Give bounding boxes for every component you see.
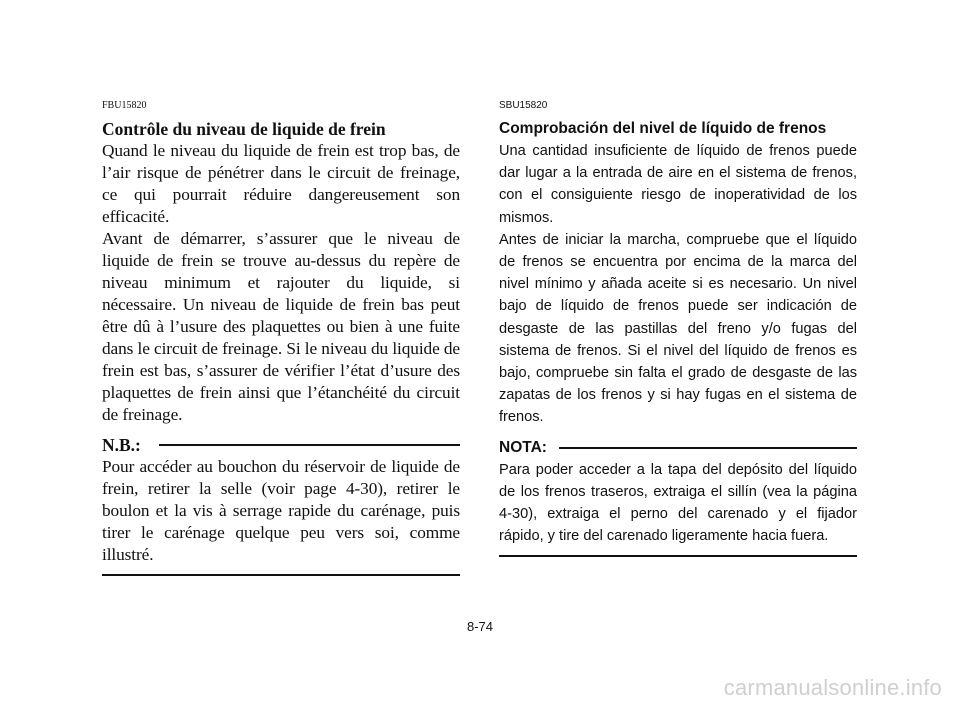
section-heading: Contrôle du niveau de liquide de frein bbox=[102, 119, 386, 139]
spanish-column bbox=[499, 100, 857, 557]
note-label: NOTA: bbox=[499, 438, 547, 456]
note-end-divider bbox=[499, 555, 857, 557]
section-heading: Comprobación del nivel de líquido de frenos bbox=[499, 120, 827, 137]
french-column bbox=[102, 100, 460, 576]
section-code: SBU15820 bbox=[499, 100, 548, 111]
note-divider bbox=[559, 447, 857, 449]
body-paragraph: Antes de iniciar la marcha, compruebe que el líquido de frenos se encuentra por encima de la marca del nivel mínimo y añada aceite si es necesario. Un nivel bajo de líquido de frenos puede ser indicación de desgaste de las pastillas del freno y/o fugas del sistema de frenos. Si el nivel del líquido de frenos es bajo, compruebe sin falta el grado de desgaste de las zapatas de los frenos y si hay fugas en el sistema de frenos. bbox=[499, 231, 857, 426]
page-number: 8-74 bbox=[466, 619, 494, 634]
body-paragraph: Una cantidad insuficiente de líquido de frenos puede dar lugar a la entrada de aire en el sistema de frenos, con el consiguiente riesgo de inoperatividad de los mismos. bbox=[499, 143, 857, 226]
note-text: Pour accéder au bouchon du réservoir de liquide de frein, retirer la selle (voir page 4-30), retirer le boulon et la vis à serrage rapide du carénage, puis tirer le carénage quelque peu vers soi, comme illustré. bbox=[102, 457, 460, 564]
note-end-divider bbox=[102, 574, 460, 576]
note-label: N.B.: bbox=[102, 435, 141, 455]
note-header bbox=[499, 437, 857, 459]
note-divider bbox=[159, 444, 460, 446]
body-paragraph: Quand le niveau du liquide de frein est trop bas, de l’air risque de pénétrer dans le circuit de freinage, ce qui pourrait réduire dangereusement son efficacité. bbox=[102, 141, 460, 226]
note-text: Para poder acceder a la tapa del depósito del líquido de los frenos traseros, extraiga el sillín (vea la página 4-30), extraiga el perno del carenado y el fijador rápido, y tire del carenado ligeramente hacia fuera. bbox=[499, 461, 857, 545]
body-paragraph: Avant de démarrer, s’assurer que le niveau de liquide de frein se trouve au-dessus du repère de niveau minimum et rajouter du liquide, si nécessaire. Un niveau de liquide de frein bas peut être dû à l’usure des plaquettes ou bien à une fuite dans le circuit de freinage. Si le niveau du liquide de frein est bas, s’assurer de vérifier l’état d’usure des plaquettes de frein ainsi que l’étanchéité du circuit de freinage. bbox=[102, 229, 460, 424]
watermark: carmanualsonline.info bbox=[723, 675, 942, 700]
section-code: FBU15820 bbox=[102, 100, 147, 111]
note-header bbox=[102, 434, 460, 456]
